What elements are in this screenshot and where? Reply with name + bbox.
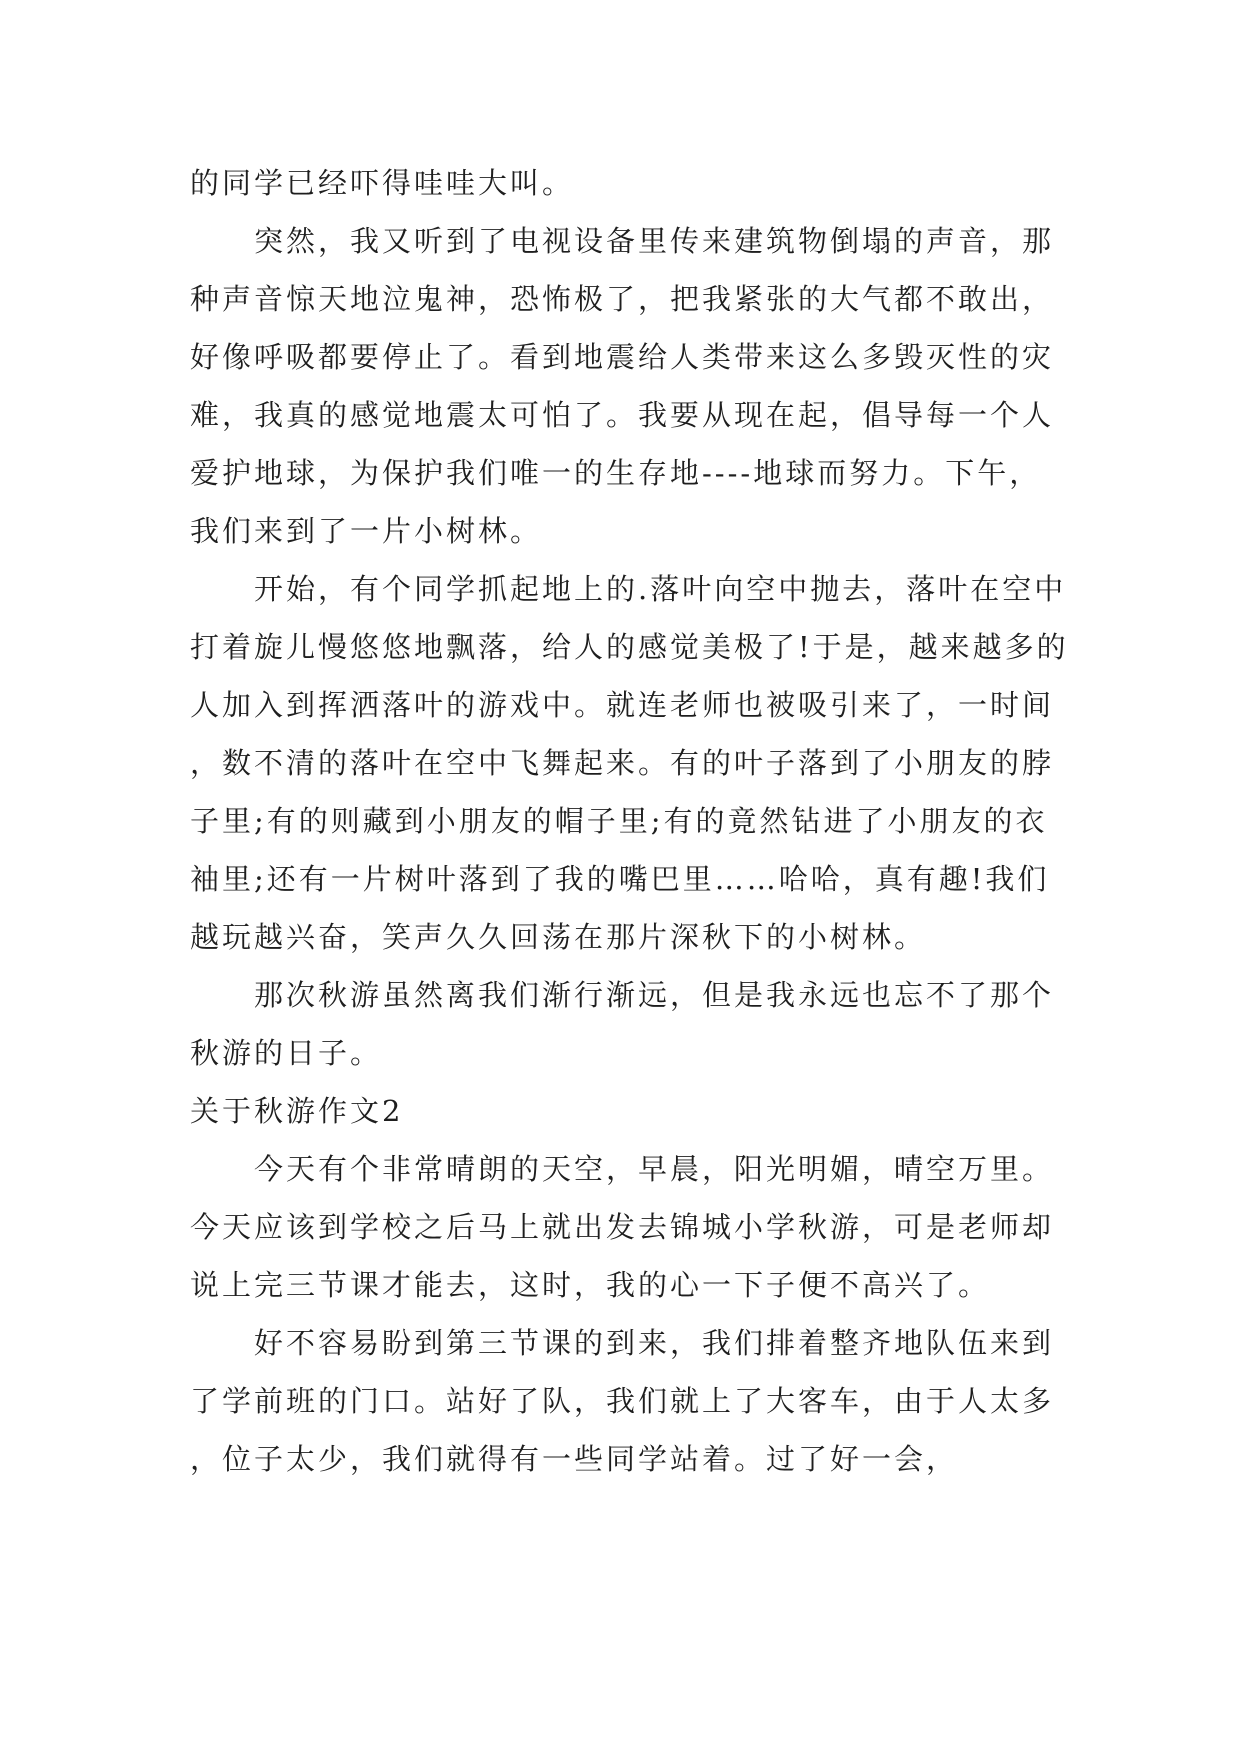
essay-heading: 关于秋游作文2: [190, 1094, 404, 1128]
paragraph-earthquake: 突然，我又听到了电视设备里传来建筑物倒塌的声音，那种声音惊天地泣鬼神，恐怖极了，把我紧张的大气都不敢出，好像呼吸都要停止了。看到地震给人类带来这么多毁灭性的灾难，我真的感觉地震太可怕了。我要从现在起，倡导每一个人爱护地球，为保护我们唯一的生存地----地球而努力。下午，我们来到了一片小树林。: [190, 224, 1055, 548]
paragraph-leaves: 开始，有个同学抓起地上的.落叶向空中抛去，落叶在空中打着旋儿慢悠悠地飘落，给人的感觉美极了!于是，越来越多的人加入到挥洒落叶的游戏中。就连老师也被吸引来了，一时间，数不清的落叶在空中飞舞起来。有的叶子落到了小朋友的脖子里;有的则藏到小朋友的帽子里;有的竟然钻进了小朋友的衣袖里;还有一片树叶落到了我的嘴巴里……哈哈，真有趣!我们越玩越兴奋，笑声久久回荡在那片深秋下的小树林。: [190, 572, 1069, 954]
paragraph-morning: 今天有个非常晴朗的天空，早晨，阳光明媚，晴空万里。今天应该到学校之后马上就出发去锦城小学秋游，可是老师却说上完三节课才能去，这时，我的心一下子便不高兴了。: [190, 1152, 1055, 1302]
document-body: [190, 154, 1072, 1488]
paragraph-conclusion: 那次秋游虽然离我们渐行渐远，但是我永远也忘不了那个秋游的日子。: [190, 978, 1055, 1070]
paragraph-intro-end: 的同学已经吓得哇哇大叫。: [190, 166, 575, 200]
paragraph-bus: 好不容易盼到第三节课的到来，我们排着整齐地队伍来到了学前班的门口。站好了队，我们就上了大客车，由于人太多，位子太少，我们就得有一些同学站着。过了好一会，: [190, 1326, 1055, 1476]
